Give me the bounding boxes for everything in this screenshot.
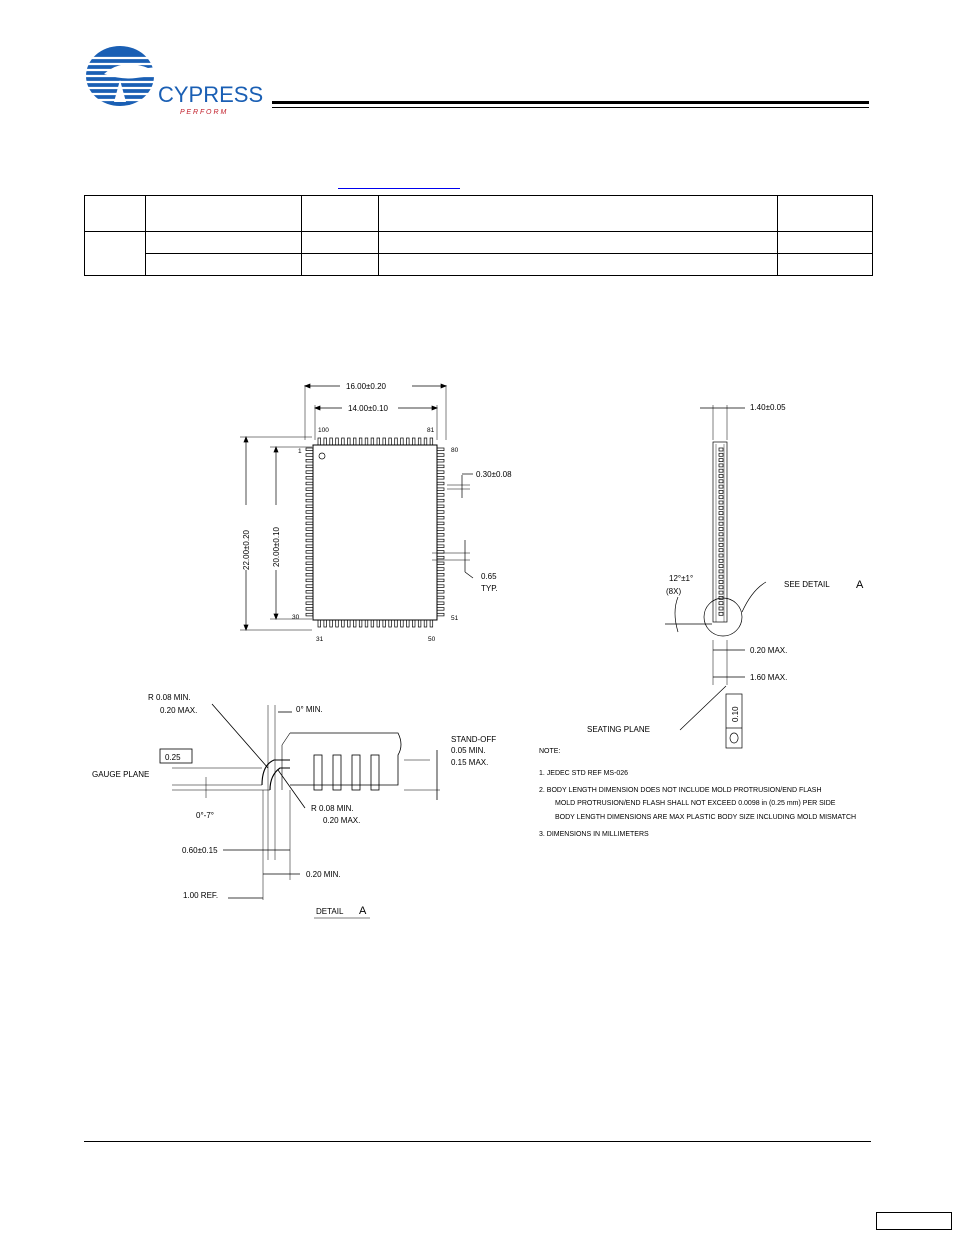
lead bbox=[719, 591, 723, 594]
lead bbox=[306, 568, 313, 571]
lead bbox=[437, 505, 444, 508]
lead bbox=[336, 438, 339, 445]
lead bbox=[418, 438, 421, 445]
lead bbox=[306, 556, 313, 559]
lead bbox=[324, 438, 327, 445]
pin-label-100: 100 bbox=[318, 427, 329, 434]
revision-table bbox=[84, 195, 873, 276]
detail-label: DETAIL bbox=[316, 907, 344, 916]
table-header-row bbox=[85, 196, 873, 232]
pins-right bbox=[437, 448, 444, 616]
lead bbox=[365, 620, 368, 627]
lead bbox=[719, 480, 723, 483]
package-drawing bbox=[0, 360, 954, 940]
table-cell bbox=[146, 196, 302, 232]
dim-pitch-typ: TYP. bbox=[481, 584, 498, 593]
lead bbox=[306, 573, 313, 576]
lead bbox=[719, 543, 723, 546]
lead bbox=[719, 496, 723, 499]
lead bbox=[401, 438, 404, 445]
dim-footprint-ref: 1.00 REF. bbox=[183, 891, 219, 900]
cypress-logo bbox=[84, 44, 264, 120]
pin-label-30: 30 bbox=[292, 614, 300, 621]
lead bbox=[437, 516, 444, 519]
see-detail-label: SEE DETAIL bbox=[784, 580, 830, 589]
dim-inner-height: 20.00±0.10 bbox=[272, 527, 281, 567]
lead bbox=[719, 559, 723, 562]
lead bbox=[348, 620, 351, 627]
standoff-label: STAND-OFF bbox=[451, 735, 497, 744]
lead bbox=[401, 620, 404, 627]
dim-lead-width: 0.30±0.08 bbox=[476, 470, 512, 479]
lead bbox=[395, 620, 398, 627]
lead bbox=[412, 620, 415, 627]
lead bbox=[306, 596, 313, 599]
lead bbox=[342, 620, 345, 627]
dim-lead-min: 0.20 MIN. bbox=[306, 870, 341, 879]
lead bbox=[430, 438, 433, 445]
lead bbox=[719, 554, 723, 557]
lead bbox=[719, 581, 723, 584]
lead bbox=[371, 620, 374, 627]
table-cell bbox=[379, 232, 778, 254]
lead bbox=[306, 511, 313, 514]
lead bbox=[318, 620, 321, 627]
lead bbox=[306, 608, 313, 611]
lead bbox=[437, 585, 444, 588]
lead bbox=[353, 620, 356, 627]
lead bbox=[365, 438, 368, 445]
table-cell bbox=[302, 196, 379, 232]
lead bbox=[437, 488, 444, 491]
lead bbox=[719, 575, 723, 578]
lead bbox=[383, 620, 386, 627]
dim-lead-angle: 12°±1° bbox=[669, 574, 694, 583]
lead bbox=[412, 438, 415, 445]
lead bbox=[395, 438, 398, 445]
lead bbox=[719, 549, 723, 552]
lead bbox=[377, 620, 380, 627]
lead bbox=[389, 620, 392, 627]
lead bbox=[719, 459, 723, 462]
lead bbox=[719, 612, 723, 615]
dim-thickness: 1.40±0.05 bbox=[750, 403, 786, 412]
lead bbox=[306, 522, 313, 525]
pin-label-81: 81 bbox=[427, 427, 435, 434]
lead bbox=[437, 573, 444, 576]
lead bbox=[359, 438, 362, 445]
lead bbox=[719, 469, 723, 472]
lead bbox=[306, 459, 313, 462]
detail-body-outline bbox=[290, 733, 401, 785]
lead bbox=[719, 490, 723, 493]
lead bbox=[359, 620, 362, 627]
lead bbox=[437, 591, 444, 594]
dim-foot-length: 0.60±0.15 bbox=[182, 846, 218, 855]
pin-label-80: 80 bbox=[451, 447, 459, 454]
header-rule-thin bbox=[272, 107, 869, 108]
lead bbox=[437, 477, 444, 480]
lead bbox=[437, 556, 444, 559]
lead bbox=[407, 620, 410, 627]
table-row bbox=[85, 254, 873, 276]
lead bbox=[437, 568, 444, 571]
table-cell bbox=[302, 254, 379, 276]
lead bbox=[437, 562, 444, 565]
dim-lead-angle-count: (8X) bbox=[666, 587, 682, 596]
gauge-plane-label: GAUGE PLANE bbox=[92, 770, 150, 779]
lead bbox=[306, 602, 313, 605]
dim-radius-inner-max: 0.20 MAX. bbox=[323, 816, 361, 825]
lead bbox=[719, 570, 723, 573]
pin-label-51: 51 bbox=[451, 615, 459, 622]
lead bbox=[437, 602, 444, 605]
lead bbox=[306, 579, 313, 582]
lead bbox=[306, 516, 313, 519]
lead bbox=[330, 620, 333, 627]
lead bbox=[306, 551, 313, 554]
lead bbox=[437, 545, 444, 548]
pins-bottom bbox=[318, 620, 433, 627]
seating-plane-label: SEATING PLANE bbox=[587, 725, 650, 734]
note-2: 2. BODY LENGTH DIMENSION DOES NOT INCLUDE MOLD PROTRUSION/END FLASH bbox=[539, 787, 822, 794]
lead bbox=[306, 591, 313, 594]
table-cell bbox=[146, 254, 302, 276]
logo-tagline: P E R F O R M bbox=[180, 109, 227, 116]
lead bbox=[306, 505, 313, 508]
table-cell bbox=[302, 232, 379, 254]
table-cell bbox=[778, 254, 873, 276]
lead bbox=[407, 438, 410, 445]
lead bbox=[377, 438, 380, 445]
lead bbox=[437, 534, 444, 537]
package-body-outline bbox=[313, 445, 437, 620]
lead bbox=[306, 499, 313, 502]
lead bbox=[306, 448, 313, 451]
lead bbox=[437, 465, 444, 468]
notes-heading: NOTE: bbox=[539, 748, 561, 755]
lead bbox=[348, 438, 351, 445]
dim-angle-min: 0° MIN. bbox=[296, 705, 323, 714]
lead bbox=[719, 586, 723, 589]
lead bbox=[437, 454, 444, 457]
lead bbox=[437, 494, 444, 497]
dim-height-max: 1.60 MAX. bbox=[750, 673, 788, 682]
note-3: 3. DIMENSIONS IN MILLIMETERS bbox=[539, 831, 649, 838]
top-view bbox=[240, 384, 473, 630]
dim-pitch: 0.65 bbox=[481, 572, 497, 581]
lead bbox=[437, 448, 444, 451]
hyperlink-underline[interactable] bbox=[338, 188, 460, 189]
lead bbox=[719, 485, 723, 488]
dim-outer-height: 22.00±0.20 bbox=[242, 530, 251, 570]
dim-radius-inner-min: R 0.08 MIN. bbox=[311, 804, 354, 813]
side-leads bbox=[719, 448, 723, 615]
lead bbox=[306, 562, 313, 565]
lead bbox=[437, 471, 444, 474]
lead bbox=[424, 620, 427, 627]
lead bbox=[318, 438, 321, 445]
lead bbox=[719, 506, 723, 509]
dim-standoff-max: 0.20 MAX. bbox=[750, 646, 788, 655]
coplanarity-value: 0.10 bbox=[731, 706, 740, 722]
gauge-value: 0.25 bbox=[165, 753, 181, 762]
lead bbox=[437, 482, 444, 485]
lead bbox=[389, 438, 392, 445]
table-cell bbox=[85, 196, 146, 232]
lead bbox=[418, 620, 421, 627]
lead bbox=[437, 596, 444, 599]
lead bbox=[306, 528, 313, 531]
lead bbox=[306, 471, 313, 474]
lead bbox=[719, 448, 723, 451]
pin-label-31: 31 bbox=[316, 636, 324, 643]
logo-wordmark: CYPRESS bbox=[158, 82, 264, 107]
table-row bbox=[85, 232, 873, 254]
lead bbox=[383, 438, 386, 445]
lead bbox=[437, 528, 444, 531]
detail-letter: A bbox=[359, 905, 367, 917]
pins-left bbox=[306, 448, 313, 616]
dim-radius-outer-min: R 0.08 MIN. bbox=[148, 693, 191, 702]
lead bbox=[719, 528, 723, 531]
lead bbox=[719, 512, 723, 515]
lead bbox=[342, 438, 345, 445]
lead bbox=[336, 620, 339, 627]
lead bbox=[719, 607, 723, 610]
lead bbox=[719, 517, 723, 520]
lead bbox=[306, 477, 313, 480]
lead bbox=[437, 608, 444, 611]
pin-label-1: 1 bbox=[298, 448, 302, 455]
lead bbox=[437, 459, 444, 462]
lead bbox=[437, 579, 444, 582]
table-cell bbox=[379, 254, 778, 276]
lead bbox=[306, 585, 313, 588]
lead bbox=[306, 534, 313, 537]
lead bbox=[719, 538, 723, 541]
lead bbox=[719, 453, 723, 456]
lead bbox=[437, 511, 444, 514]
lead bbox=[371, 438, 374, 445]
page-number-box bbox=[876, 1212, 952, 1230]
lead bbox=[306, 613, 313, 616]
lead bbox=[306, 465, 313, 468]
table-cell bbox=[146, 232, 302, 254]
table-cell bbox=[778, 196, 873, 232]
lead bbox=[437, 522, 444, 525]
lead bbox=[306, 482, 313, 485]
lead bbox=[719, 464, 723, 467]
table-cell bbox=[778, 232, 873, 254]
pin1-marker bbox=[319, 453, 325, 459]
lead bbox=[719, 565, 723, 568]
lead bbox=[437, 613, 444, 616]
lead bbox=[437, 499, 444, 502]
lead bbox=[719, 475, 723, 478]
standoff-max: 0.15 MAX. bbox=[451, 758, 489, 767]
lead bbox=[430, 620, 433, 627]
lead bbox=[353, 438, 356, 445]
note-2b: MOLD PROTRUSION/END FLASH SHALL NOT EXCEED 0.0098 in (0.25 mm) PER SIDE bbox=[555, 800, 836, 807]
table-cell bbox=[85, 232, 146, 276]
dim-outer-width: 16.00±0.20 bbox=[346, 382, 386, 391]
lead bbox=[306, 454, 313, 457]
dim-lead-angle: 0°-7° bbox=[196, 811, 214, 820]
lead bbox=[719, 533, 723, 536]
header-rule bbox=[272, 101, 869, 104]
lead bbox=[306, 494, 313, 497]
note-1: 1. JEDEC STD REF MS-026 bbox=[539, 770, 629, 777]
lead bbox=[324, 620, 327, 627]
lead bbox=[437, 539, 444, 542]
lead bbox=[719, 522, 723, 525]
pins-top bbox=[318, 438, 433, 445]
lead bbox=[424, 438, 427, 445]
footer-rule bbox=[84, 1141, 871, 1142]
lead bbox=[719, 602, 723, 605]
note-2c: BODY LENGTH DIMENSIONS ARE MAX PLASTIC BODY SIZE INCLUDING MOLD MISMATCH bbox=[555, 814, 857, 821]
lead bbox=[306, 545, 313, 548]
dim-radius-outer-max: 0.20 MAX. bbox=[160, 706, 198, 715]
lead bbox=[306, 539, 313, 542]
lead bbox=[306, 488, 313, 491]
lead bbox=[719, 501, 723, 504]
table-cell bbox=[379, 196, 778, 232]
pin-label-50: 50 bbox=[428, 636, 436, 643]
lead bbox=[330, 438, 333, 445]
dim-inner-width: 14.00±0.10 bbox=[348, 404, 388, 413]
standoff-min: 0.05 MIN. bbox=[451, 746, 486, 755]
see-detail-letter: A bbox=[856, 579, 864, 591]
